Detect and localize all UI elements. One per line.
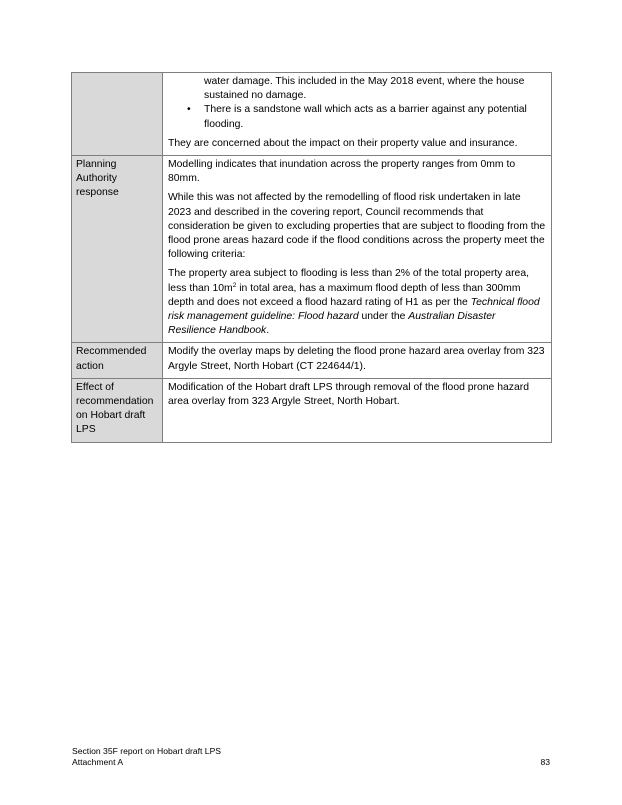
page-number: 83	[540, 757, 550, 767]
list-item: water damage. This included in the May 2018 event, where the house sustained no damage.	[204, 76, 525, 102]
footer-report-title: Section 35F report on Hobart draft LPS	[72, 746, 222, 756]
label-planning-response: Planning Authority response	[72, 156, 163, 343]
page-footer	[72, 746, 550, 769]
paragraph-criteria	[168, 267, 546, 338]
criteria-text-b: in total area, has a maximum flood depth of less than 300mm depth and does not exceed a flood hazard rating of H1 as per the	[168, 282, 521, 308]
guideline-title: Technical flood risk management guideline: Flood hazard	[168, 296, 540, 323]
criteria-text-a: The property area subject to flooding is less than 2% of the total property area, less than 10m	[168, 268, 529, 294]
handbook-title: Australian Disaster Resilience Handbook	[168, 311, 496, 337]
content-cell-recommended-action	[163, 343, 552, 378]
criteria-text-c: under the	[358, 311, 409, 323]
table-row-effect	[72, 378, 552, 442]
table-row-recommended-action	[72, 343, 552, 378]
label-cell-empty	[72, 73, 163, 156]
paragraph-modelling: Modelling indicates that inundation across the property ranges from 0mm to 80mm.	[168, 159, 516, 185]
footer-attachment: Attachment A	[72, 757, 124, 768]
content-cell-planning-response	[163, 156, 552, 343]
criteria-text-d: .	[266, 325, 270, 337]
table-row-planning-response	[72, 156, 552, 343]
paragraph-effect: Modification of the Hobart draft LPS through removal of the flood prone hazard area overlay from 323 Argyle Street, North Hobart.	[168, 381, 529, 408]
paragraph-remodelling: While this was not affected by the remodelling of flood risk undertaken in late 2023 and described in the covering report, Council recommends that consideration be given to excluding properties that are subject to flooding from the flood prone areas hazard code if the flood conditions across the property meet the following criteria:	[168, 192, 546, 261]
superscript-2: 2	[232, 281, 237, 289]
submission-table	[71, 72, 552, 443]
label-recommended-action: Recommended action	[72, 343, 163, 378]
content-cell-effect	[163, 378, 552, 442]
paragraph-concern: They are concerned about the impact on their property value and insurance.	[168, 137, 518, 149]
label-effect: Effect of recommendation on Hobart draft LPS	[72, 378, 163, 442]
content-cell-continuation	[163, 73, 552, 156]
list-item: • There is a sandstone wall which acts as a barrier against any potential flooding.	[204, 103, 546, 131]
table-row-continuation	[72, 73, 552, 156]
paragraph-recommended-action: Modify the overlay maps by deleting the flood prone hazard area overlay from 323 Argyle Street, North Hobart (CT 224644/1).	[168, 346, 545, 372]
bullet-list	[168, 75, 546, 132]
